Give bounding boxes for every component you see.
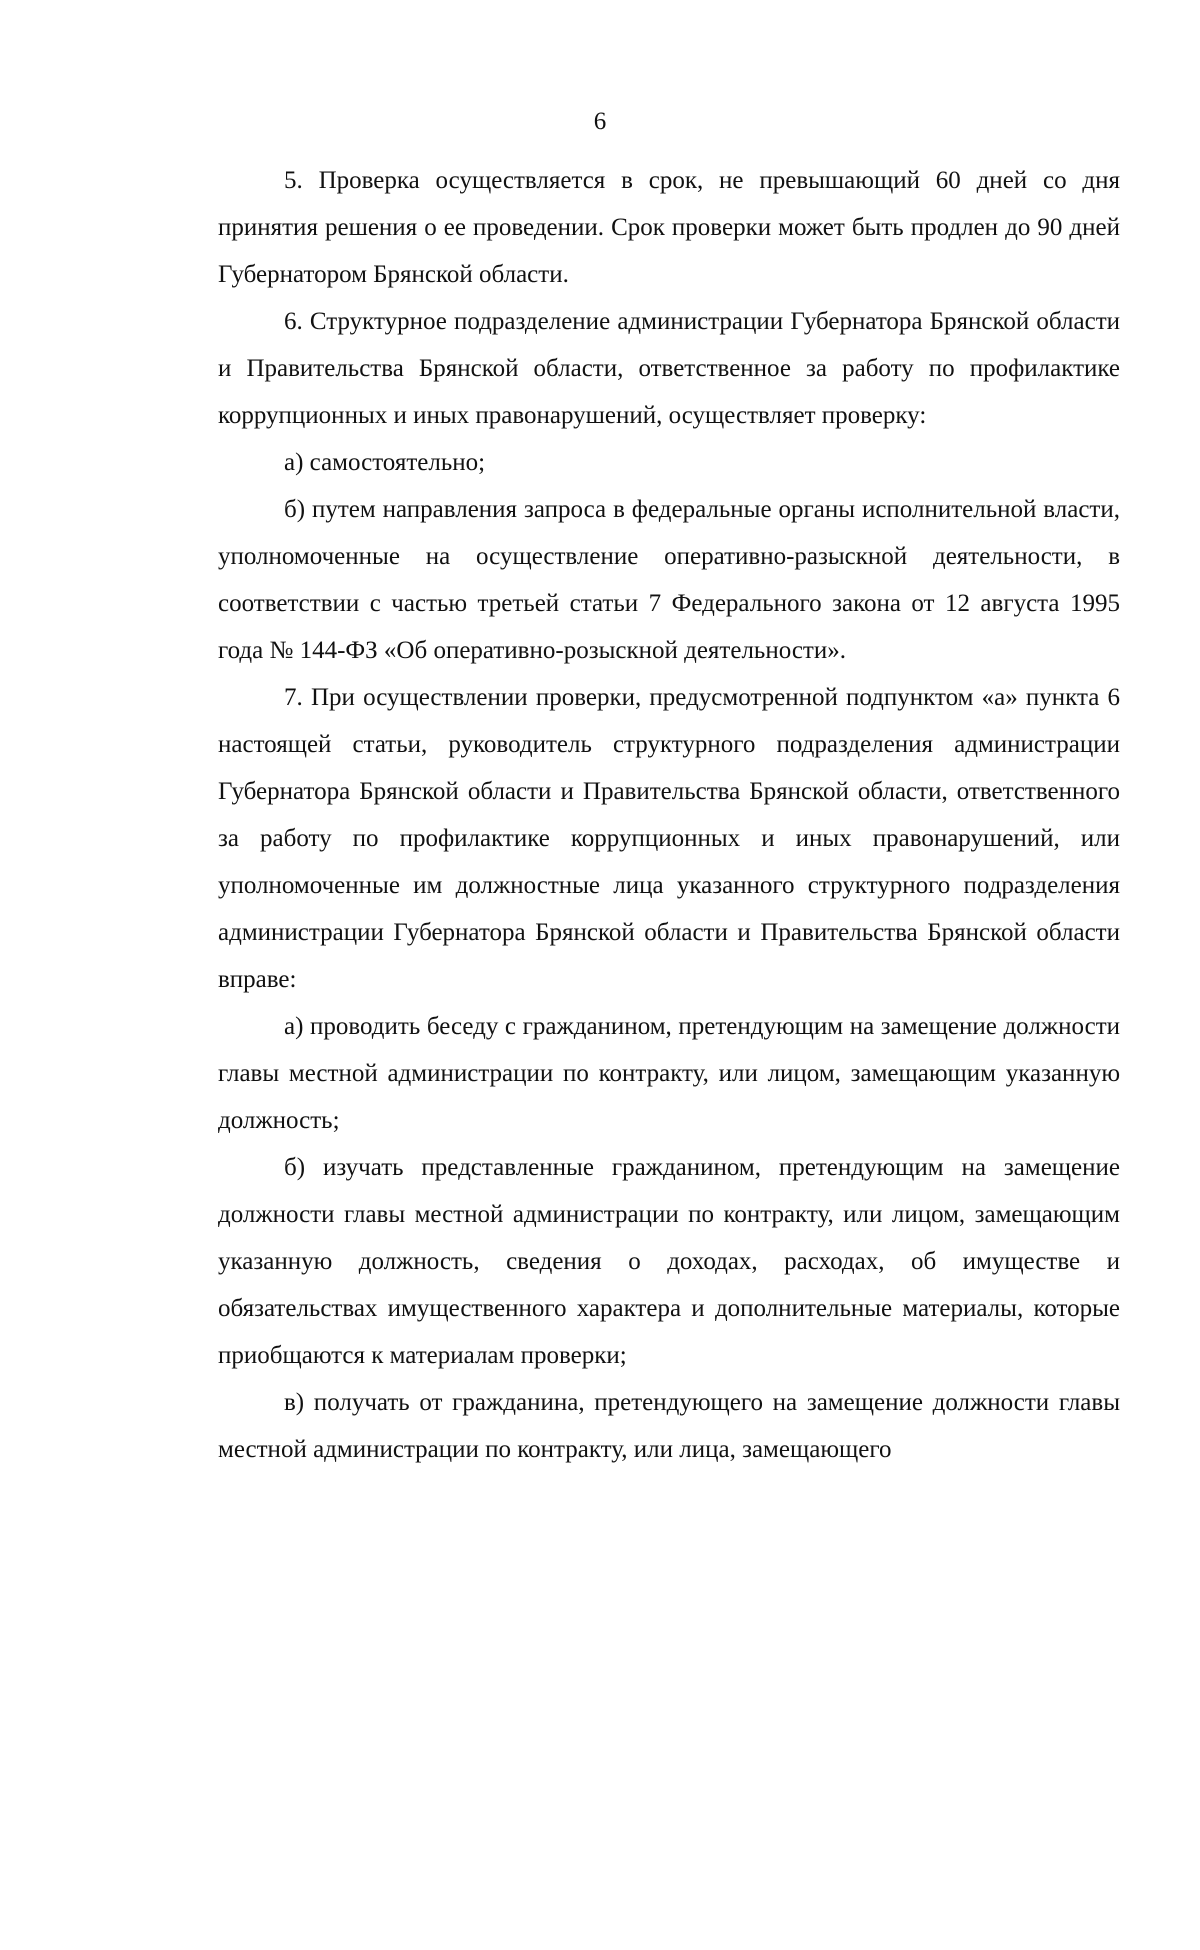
subparagraph-6b: б) путем направления запроса в федеральные органы исполнительной власти, уполномоченные на осуществление оперативно-разыскной деятельности, в соответствии с частью третьей статьи 7 Федерального закона от 12 августа 1995 года № 144-ФЗ «Об оперативно-розыскной деятельности».	[218, 496, 1120, 664]
paragraph-item-6: 6. Структурное подразделение администрации Губернатора Брянской области и Правительства Брянской области, ответственное за работу по профилактике коррупционных и иных правонарушений, осуществляет проверку:	[218, 308, 1120, 429]
subparagraph-7b: б) изучать представленные гражданином, претендующим на замещение должности главы местной администрации по контракту, или лицом, замещающим указанную должность, сведения о доходах, расходах, об имуществе и обязательствах имущественного характера и дополнительные материалы, которые приобщаются к материалам проверки;	[218, 1154, 1120, 1369]
paragraph-item-5: 5. Проверка осуществляется в срок, не превышающий 60 дней со дня принятия решения о ее проведении. Срок проверки может быть продлен до 90 дней Губернатором Брянской области.	[218, 167, 1120, 288]
subparagraph-6a: а) самостоятельно;	[284, 449, 486, 476]
page-number: 6	[593, 108, 607, 135]
document-body	[218, 157, 1120, 1473]
subparagraph-7a: а) проводить беседу с гражданином, претендующим на замещение должности главы местной администрации по контракту, или лицом, замещающим указанную должность;	[218, 1013, 1120, 1134]
subparagraph-7v: в) получать от гражданина, претендующего на замещение должности главы местной администрации по контракту, или лица, замещающего	[218, 1389, 1120, 1463]
paragraph-item-7: 7. При осуществлении проверки, предусмотренной подпунктом «а» пункта 6 настоящей статьи, руководитель структурного подразделения администрации Губернатора Брянской области и Правительства Брянской области, ответственного за работу по профилактике коррупционных и иных правонарушений, или уполномоченные им должностные лица указанного структурного подразделения администрации Губернатора Брянской области и Правительства Брянской области вправе:	[218, 684, 1120, 993]
